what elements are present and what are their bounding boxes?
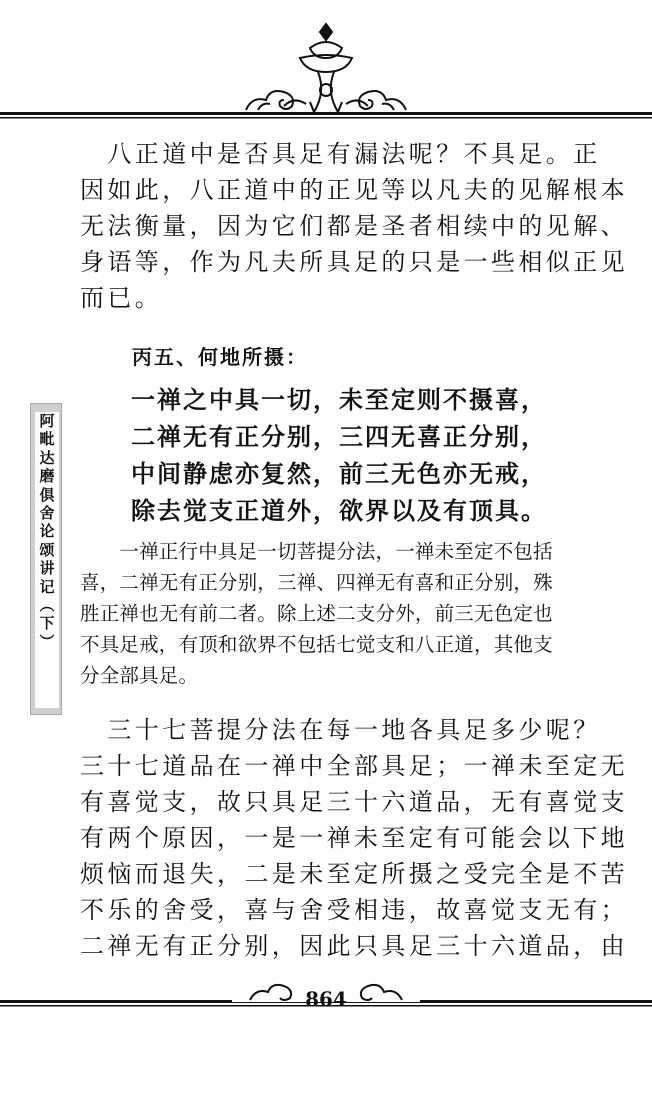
side-title-char: 阿 bbox=[39, 412, 55, 430]
side-title-char: 舍 bbox=[39, 504, 55, 523]
side-title-inner bbox=[35, 412, 59, 708]
commentary-line: 胜正禅也无有前二者。除上述二支分外，前三无色定也 bbox=[80, 602, 553, 625]
page-number: 864 bbox=[305, 987, 347, 1011]
section-title: 丙五、何地所摄： bbox=[132, 345, 308, 369]
side-title-tab bbox=[30, 403, 62, 715]
side-title-char: 俱 bbox=[39, 485, 55, 504]
side-title-char: 论 bbox=[39, 522, 55, 541]
commentary-line: 喜，二禅无有正分别，三禅、四禅无有喜和正分别，殊 bbox=[80, 571, 553, 594]
paragraph-line: 二禅无有正分别，因此只具足三十六道品，由 bbox=[80, 932, 628, 960]
paragraph-line: 烦恼而退失，二是未至定所摄之受完全是不苦 bbox=[80, 860, 628, 888]
side-title-char: 记 bbox=[39, 577, 55, 596]
paragraph-line: 有喜觉支，故只具足三十六道品，无有喜觉支 bbox=[80, 788, 628, 816]
side-title-char: 讲 bbox=[39, 559, 55, 578]
paragraph-line: 有两个原因，一是一禅未至定有可能会以下地 bbox=[80, 824, 628, 852]
side-title-char: 达 bbox=[39, 448, 55, 467]
paragraph-1 bbox=[80, 136, 628, 316]
paragraph-line: 三十七道品在一禅中全部具足；一禅未至定无 bbox=[80, 752, 628, 780]
verse-line: 二禅无有正分别，三四无喜正分别， bbox=[131, 423, 547, 451]
commentary-line: 分全部具足。 bbox=[80, 664, 199, 687]
paragraph-line: 八正道中是否具足有漏法呢？不具足。正 bbox=[80, 140, 601, 168]
side-title-char: 颂 bbox=[39, 540, 55, 559]
paragraph-line: 因如此，八正道中的正见等以凡夫的见解根本 bbox=[80, 176, 628, 204]
commentary-block bbox=[80, 536, 553, 691]
paragraph-line: 三十七菩提分法在每一地各具足多少呢？ bbox=[80, 716, 601, 744]
side-title-char: 磨 bbox=[39, 467, 55, 486]
paragraph-line: 而已。 bbox=[80, 284, 163, 312]
paragraph-line: 身语等，作为凡夫所具足的只是一些相似正见 bbox=[80, 248, 628, 276]
paragraph-2 bbox=[80, 712, 628, 964]
verse-line: 中间静虑亦复然，前三无色亦无戒， bbox=[131, 460, 547, 488]
side-title-char: 下 bbox=[39, 614, 55, 633]
verse-line: 一禅之中具一切，未至定则不摄喜， bbox=[131, 386, 547, 414]
paragraph-line: 无法衡量，因为它们都是圣者相续中的见解、 bbox=[80, 212, 628, 240]
side-title-char: 毗 bbox=[39, 430, 55, 449]
paragraph-line: 不乐的舍受，喜与舍受相违，故喜觉支无有； bbox=[80, 896, 628, 924]
side-title-char: ︶ bbox=[39, 632, 55, 651]
verse-line: 除去觉支正道外，欲界以及有顶具。 bbox=[131, 497, 547, 525]
verse-block bbox=[131, 382, 547, 530]
side-title-char: ︵ bbox=[39, 596, 55, 615]
header-ornament bbox=[0, 0, 652, 130]
commentary-line: 一禅正行中具足一切菩提分法，一禅未至定不包括 bbox=[80, 540, 553, 563]
commentary-line: 不具足戒，有顶和欲界不包括七觉支和八正道，其他支 bbox=[80, 633, 553, 656]
